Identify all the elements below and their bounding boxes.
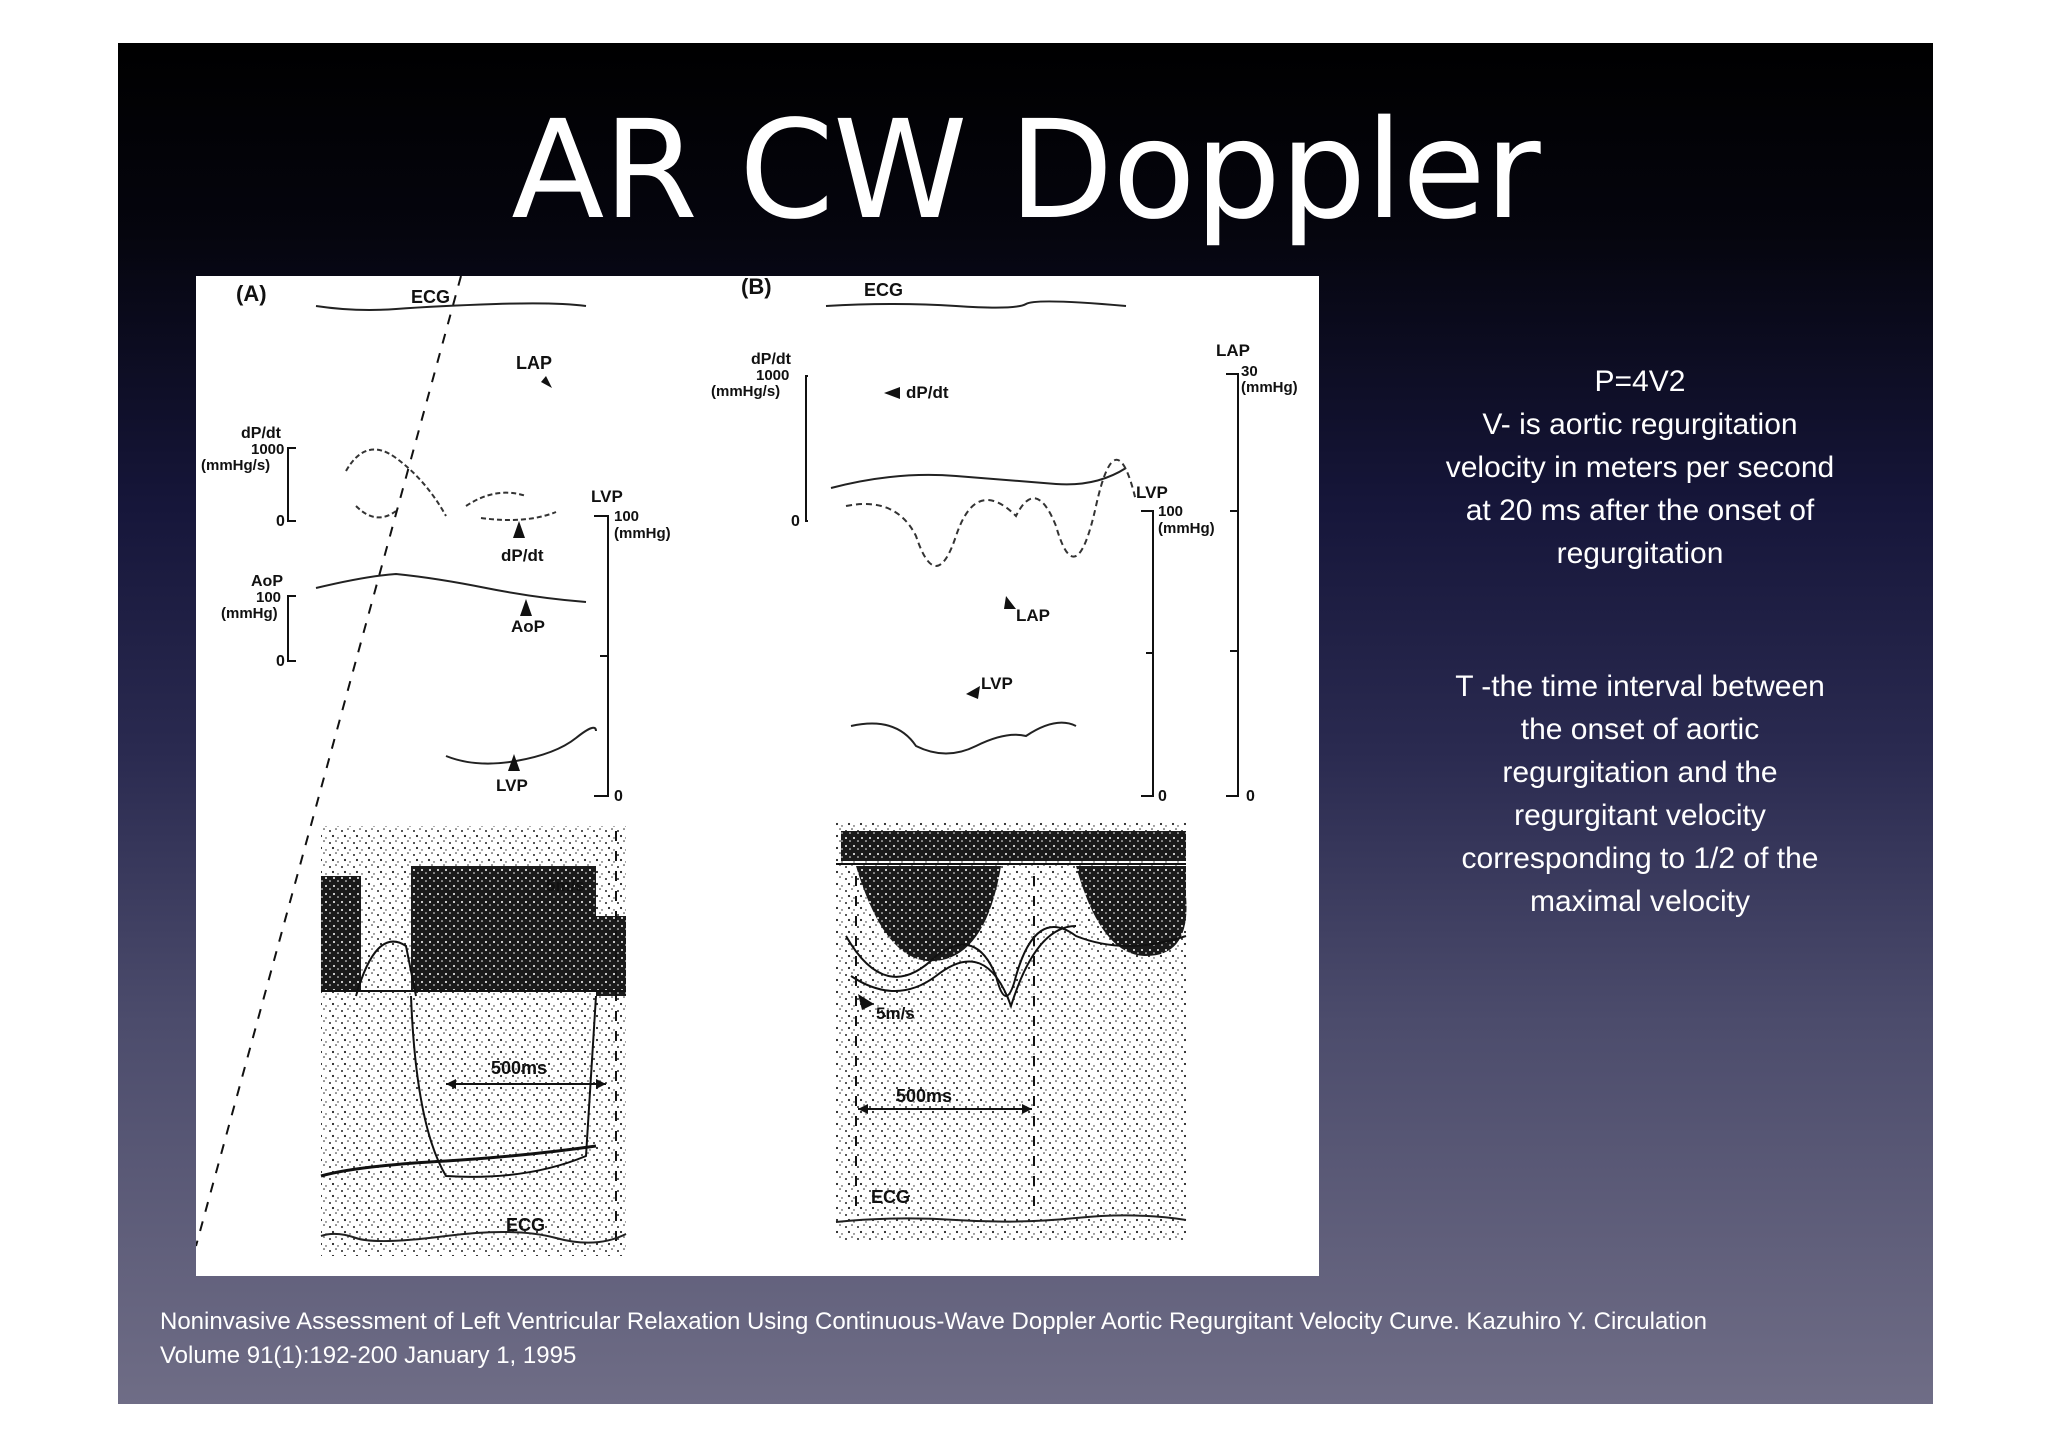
panel-a-lap-arrow (541, 376, 552, 388)
panel-a-aop-axis-name: AoP (251, 573, 283, 590)
panel-b-dpdt-label: dP/dt (906, 383, 949, 402)
figure-svg (196, 276, 1319, 1276)
v-definition-line: V- is aortic regurgitation (1482, 408, 1798, 441)
t-definition-line: regurgitation and the (1502, 756, 1778, 789)
panel-b-dpdt-trace (846, 460, 1136, 566)
t-definition-line: the onset of aortic (1520, 713, 1760, 746)
panel-a-aop-axis-max: 100 (256, 589, 282, 606)
t-definition-line: regurgitant velocity (1514, 799, 1766, 832)
notes-spacer (1370, 575, 1910, 665)
panel-b-lap-axis-max: 30 (1241, 363, 1258, 380)
panel-a-doppler (196, 276, 626, 1256)
panel-a-ecg-label: ECG (411, 287, 451, 307)
t-definition-line: T -the time interval between (1455, 670, 1825, 703)
panel-a-dpdt-label: dP/dt (501, 546, 544, 565)
panel-b-doppler-ecg-label: ECG (871, 1187, 911, 1207)
panel-a-lvp-axis-unit: (mmHg) (614, 525, 671, 542)
panel-b-label: (B) (741, 276, 772, 299)
panel-b-dpdt-axis-unit: (mmHg/s) (711, 383, 781, 400)
panel-b-lvp-scale (1141, 511, 1153, 796)
panel-a-aop-axis-unit: (mmHg) (221, 605, 278, 622)
panel-b-ecg-trace (826, 301, 1126, 307)
v-definition-line: regurgitation (1556, 537, 1724, 570)
panel-b-lap-arrow (1004, 596, 1016, 609)
t-definition-line: corresponding to 1/2 of the (1461, 842, 1819, 875)
panel-a-doppler-ecg-label: ECG (506, 1215, 546, 1235)
panel-b-lap-axis-unit: (mmHg) (1241, 379, 1298, 396)
panel-b-dpdt-axis-zero: 0 (791, 513, 800, 530)
panel-b-dpdt-axis-name: dP/dt (751, 351, 791, 368)
panel-a-lvp-axis-max: 100 (614, 508, 640, 525)
panel-b-doppler (836, 821, 1187, 1241)
panel-a-dpdt-scale (288, 448, 296, 521)
t-definition-line: maximal velocity (1529, 885, 1751, 918)
panel-b-lvp-arrow (966, 686, 980, 699)
panel-b-velocity-label: 5m/s (876, 1004, 915, 1023)
notes (1370, 360, 1910, 923)
panel-a-aop-scale (288, 596, 296, 661)
panel-b-lvp-axis-zero: 0 (1158, 788, 1167, 805)
citation-line: Noninvasive Assessment of Left Ventricular Relaxation Using Continuous-Wave Doppler Aortic Regurgitant Velocity Curve. Kazuhiro Y. Circulation (160, 1308, 1708, 1335)
panel-b-lvp-axis-name: LVP (1136, 483, 1168, 502)
panel-a-label: (A) (236, 281, 267, 306)
panel-a-aop-axis-zero: 0 (276, 653, 285, 670)
slide (118, 43, 1933, 1404)
panel-a-aop-arrow (520, 599, 532, 616)
panel-a-lvp-axis-zero: 0 (614, 788, 623, 805)
panel-a-lvp-scale (594, 516, 608, 796)
panel-b-lap-axis-name: LAP (1216, 341, 1250, 360)
panel-b-lap-axis-zero: 0 (1246, 788, 1255, 805)
panel-a-lvp-trace (446, 728, 596, 764)
citation-line: Volume 91(1):192-200 January 1, 1995 (160, 1342, 577, 1369)
panel-b-dpdt-arrow (884, 387, 900, 399)
panel-b-lap-label: LAP (1016, 606, 1050, 625)
panel-b-lvp-axis-max: 100 (1158, 503, 1184, 520)
panel-b-time-label: 500ms (896, 1086, 953, 1106)
panel-b-lvp-trace (851, 723, 1076, 754)
panel-a-dpdt-axis-max: 1000 (251, 441, 285, 458)
panel-a-ecg-trace (316, 303, 586, 310)
panel-a-time-label: 500ms (491, 1058, 548, 1078)
panel-a-velocity-label: 5m/s (546, 876, 585, 895)
panel-b-dpdt-scale (806, 376, 808, 521)
panel-b-lap-trace (831, 468, 1126, 488)
citation (160, 1305, 1920, 1373)
panel-a-dpdt-axis-name: dP/dt (241, 425, 281, 442)
formula: P=4V2 (1594, 365, 1686, 398)
v-definition-line: velocity in meters per second (1445, 451, 1835, 484)
panel-b-dpdt-axis-max: 1000 (756, 367, 790, 384)
panel-b-lap-scale (1226, 374, 1238, 796)
panel-a-aop-trace (316, 574, 586, 602)
panel-a-dpdt-arrow (513, 521, 525, 538)
panel-a-dpdt-trace (346, 450, 556, 520)
panel-a-dpdt-axis-zero: 0 (276, 513, 285, 530)
slide-title: AR CW Doppler (511, 92, 1540, 250)
panel-a-aop-label: AoP (511, 617, 545, 636)
panel-b-lvp-axis-unit: (mmHg) (1158, 520, 1215, 537)
panel-a-lvp-axis-name: LVP (591, 487, 623, 506)
hemodynamic-figure (196, 276, 1319, 1276)
panel-a-lap-label: LAP (516, 353, 552, 373)
panel-b-ecg-label: ECG (864, 280, 904, 300)
panel-a-dpdt-axis-unit: (mmHg/s) (201, 457, 271, 474)
panel-a-lvp-label: LVP (496, 776, 528, 795)
v-definition-line: at 20 ms after the onset of (1465, 494, 1815, 527)
panel-b-lvp-label: LVP (981, 674, 1013, 693)
